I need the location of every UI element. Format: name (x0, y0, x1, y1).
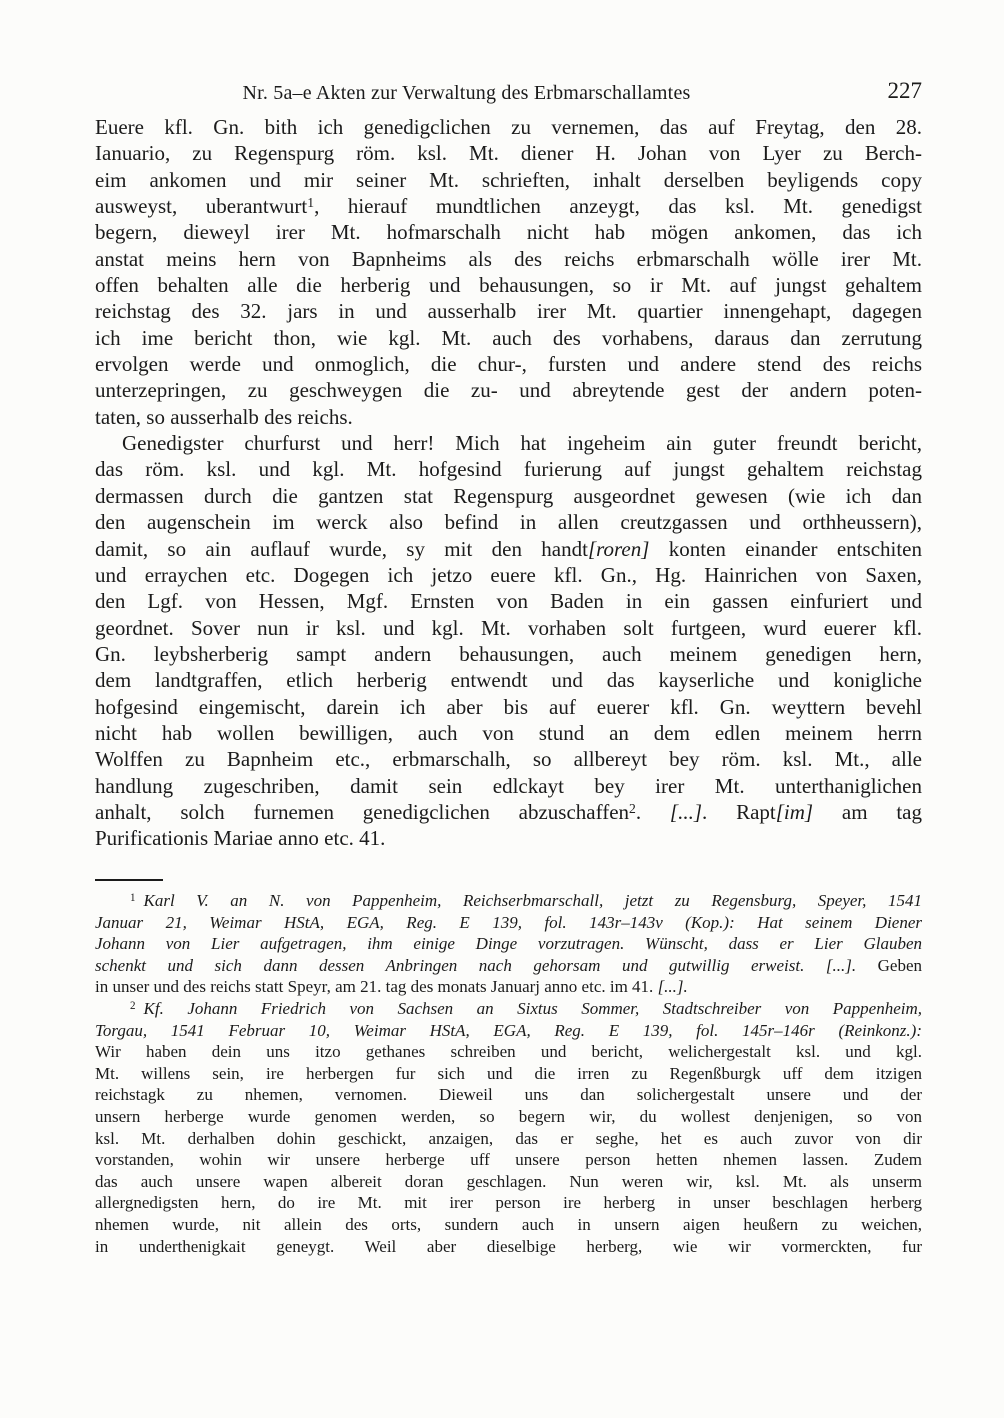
text-line (95, 1214, 922, 1236)
footnotes (95, 890, 922, 1257)
text-line (95, 1192, 922, 1214)
text-segment: Wir haben dein uns itzo gethanes schreiben und bericht, welichergestalt ksl. und kgl. (95, 1042, 922, 1062)
text-segment: allergnedigsten hern, do ire Mt. mit irer person ire herberg in unser beschlagen herberg (95, 1193, 922, 1213)
text-line (95, 272, 922, 298)
text-segment: dermassen durch die gantzen stat Regenspurg ausgeordnet gewesen (wie ich dan (95, 483, 922, 508)
text-segment: ich ime bericht thon, wie kgl. Mt. auch des vorhabens, daraus dan zerrutung (95, 325, 922, 350)
text-line (95, 912, 922, 934)
text-segment: handlung zugeschriben, damit sein edlckayt bey irer Mt. unterthaniglichen (95, 773, 922, 798)
text-segment: Geben (856, 955, 922, 975)
text-line (95, 167, 922, 193)
text-line (95, 140, 922, 166)
text-segment: konten einander entschiten (649, 536, 922, 561)
text-line (95, 1128, 922, 1150)
running-title: Nr. 5a–e Akten zur Verwaltung des Erbmarschallamtes (242, 82, 691, 104)
text-line (95, 377, 922, 403)
italic-text: [...]. (657, 977, 688, 997)
italic-text: Johann von Lier aufgetragen, ihm einige Dinge vorzutragen. Wünscht, dass er Lier Glauben (95, 934, 922, 954)
text-line (95, 1020, 922, 1042)
text-segment: ausweyst, uberantwurt (95, 194, 308, 219)
italic-text: [roren] (587, 536, 650, 561)
text-segment: taten, so ausserhalb des reichs. (95, 404, 353, 429)
text-line (95, 694, 922, 720)
text-line (95, 193, 922, 219)
italic-text: Torgau, 1541 Februar 10, Weimar HStA, EGA, Reg. E 139, fol. 145r–146r (Reinkonz.): (95, 1020, 922, 1040)
text-segment: ksl. Mt. derhalben dohin geschickt, anzaigen, das er seghe, het es auch zuvor von dir (95, 1128, 922, 1148)
text-segment: Purificationis Mariae anno etc. 41. (95, 826, 386, 851)
text-line (95, 536, 922, 562)
text-line (95, 976, 922, 998)
italic-text: schenkt und sich dann dessen Anbringen nach gehorsam und gutwillig erweist. [...]. (95, 955, 857, 975)
text-line (95, 998, 922, 1020)
text-line (95, 641, 922, 667)
text-segment: eim ankomen und mir seiner Mt. schrieften, inhalt derselben beyligends copy (95, 167, 922, 192)
text-line (95, 955, 922, 977)
page-header (95, 80, 922, 108)
text-segment: reichstag des 32. jars in und ausserhalb irer Mt. quartier innengehapt, dagegen (95, 299, 922, 324)
text-segment: das auch unsere wapen albereit doran geschlagen. Nun weren wir, ksl. Mt. als unserm (95, 1171, 922, 1191)
footnote-marker: 1 (307, 194, 315, 210)
text-line (95, 114, 922, 140)
text-segment: geordnet. Sover nun ir ksl. und kgl. Mt. vorhaben solt furtgeen, wurd euerer kfl. (95, 615, 922, 640)
text-segment: . Rapt (702, 799, 776, 824)
text-segment: vorstanden, wohin wir unsere herberge uff unsere person hetten nhemen lassen. Zudem (95, 1150, 922, 1170)
footnote-separator (95, 879, 163, 881)
text-line (95, 351, 922, 377)
text-line (95, 246, 922, 272)
text-segment: Ianuario, zu Regenspurg röm. ksl. Mt. diener H. Johan von Lyer zu Berch- (95, 141, 922, 166)
text-line (95, 615, 922, 641)
text-line (95, 667, 922, 693)
main-text (95, 114, 922, 852)
text-line (95, 1084, 922, 1106)
text-line (95, 1236, 922, 1258)
text-line (95, 1171, 922, 1193)
text-segment: anhalt, solch furnemen genedigclichen abzuschaffen (95, 799, 630, 824)
text-line (95, 933, 922, 955)
text-segment: in underthenigkait geneygt. Weil aber dieselbige herberg, wie wir vormerckten, fur (95, 1236, 922, 1256)
text-segment: anstat meins hern von Bapnheims als des reichs erbmarschalh wölle irer Mt. (95, 246, 922, 271)
text-segment: hofgesind eingemischt, darein ich aber bis auf euerer kfl. Gn. weyttern bevehl (95, 694, 922, 719)
text-line (95, 298, 922, 324)
text-segment: den augenschein im werck also befind in allen creutzgassen und orthheussern), (95, 510, 922, 535)
text-segment: reichstagk zu nhemen, vernomen. Dieweil uns dan solichergestalt unsere und der (95, 1085, 922, 1105)
text-segment: nhemen wurde, nit allein des orts, sundern auch in unsern aigen heußern zu weichen, (95, 1214, 922, 1234)
text-segment: offen behalten alle die herberig und behausungen, so ir Mt. auf jungst gehaltem (95, 273, 922, 298)
text-line (95, 1106, 922, 1128)
text-segment: . (635, 799, 670, 824)
text-segment: ervolgen werde und onmoglich, die chur-, fursten und andere stend des reichs (95, 352, 922, 377)
text-line (95, 219, 922, 245)
text-segment: Euere kfl. Gn. bith ich genedigclichen zu vernemen, das auf Freytag, den 28. (95, 115, 922, 139)
text-line (95, 509, 922, 535)
text-segment: damit, so ain auflauf wurde, sy mit den handt (95, 536, 588, 561)
text-segment: begern, dieweyl irer Mt. hofmarschalh nicht hab mögen ankomen, das ich (95, 220, 922, 245)
italic-text: Karl V. an N. von Pappenheim, Reichserbmarschall, jetzt zu Regensburg, Speyer, 1541 (143, 891, 922, 910)
text-segment: unterzepringen, zu geschweygen die zu- und abreytende gest der andern poten- (95, 378, 922, 403)
italic-text: Kf. Johann Friedrich von Sachsen an Sixtus Sommer, Stadtschreiber von Pappenheim, (143, 998, 922, 1018)
text-segment: Gn. leybsherberig sampt andern behausungen, auch meinem genedigen hern, (95, 641, 922, 666)
text-line (95, 890, 922, 912)
text-line (95, 773, 922, 799)
text-line (95, 588, 922, 614)
text-line (95, 456, 922, 482)
text-segment: nicht hab wollen bewilligen, auch von stund an dem edlen meinem herrn (95, 720, 922, 745)
text-line (95, 1041, 922, 1063)
text-line (95, 720, 922, 746)
text-segment: Mt. willens sein, ire herbergen fur sich und die irren zu Regenßburgk uff dem itzigen (95, 1063, 922, 1083)
text-line (95, 746, 922, 772)
text-segment: unsern herberge wurde genomen werden, so begern wir, du wollest denjenigen, so von (95, 1106, 922, 1126)
footnote-marker: 2 (130, 1000, 136, 1012)
italic-text: [...] (669, 799, 703, 824)
text-segment: und erraychen etc. Dogegen ich jetzo euere kfl. Gn., Hg. Hainrichen von Saxen, (95, 562, 922, 587)
text-segment: in unser und des reichs statt Speyr, am 21. tag des monats Januarj anno etc. im 41. (95, 977, 658, 997)
text-line (95, 825, 922, 851)
text-segment: dem landtgraffen, etlich herberig entwendt und das kayserliche und konigliche (95, 668, 922, 693)
text-line (95, 325, 922, 351)
italic-text: [im] (775, 799, 814, 824)
text-segment: das röm. ksl. und kgl. Mt. hofgesind furierung auf jungst gehaltem reichstag (95, 457, 922, 482)
text-line (95, 483, 922, 509)
footnote-marker: 1 (130, 892, 136, 905)
text-line (95, 799, 922, 825)
text-segment: Genedigster churfurst und herr! Mich hat ingeheim ain guter freundt bericht, (122, 431, 922, 456)
italic-text: Januar 21, Weimar HStA, EGA, Reg. E 139, fol. 143r–143v (Kop.): Hat seinem Diener (95, 912, 922, 932)
text-segment: Wolffen zu Bapnheim etc., erbmarschalh, so allbereyt bey röm. ksl. Mt., alle (95, 747, 922, 772)
text-line (95, 1063, 922, 1085)
text-line (95, 404, 922, 430)
text-segment: am tag (813, 799, 922, 824)
page-number: 227 (887, 78, 922, 103)
text-line (95, 430, 922, 456)
footnote-marker: 2 (629, 800, 636, 816)
text-segment: , hierauf mundtlichen anzeygt, das ksl. Mt. genedigst (314, 194, 922, 219)
text-line (95, 562, 922, 588)
text-line (95, 1149, 922, 1171)
text-segment: den Lgf. von Hessen, Mgf. Ernsten von Baden in ein gassen einfuriert und (95, 589, 922, 614)
